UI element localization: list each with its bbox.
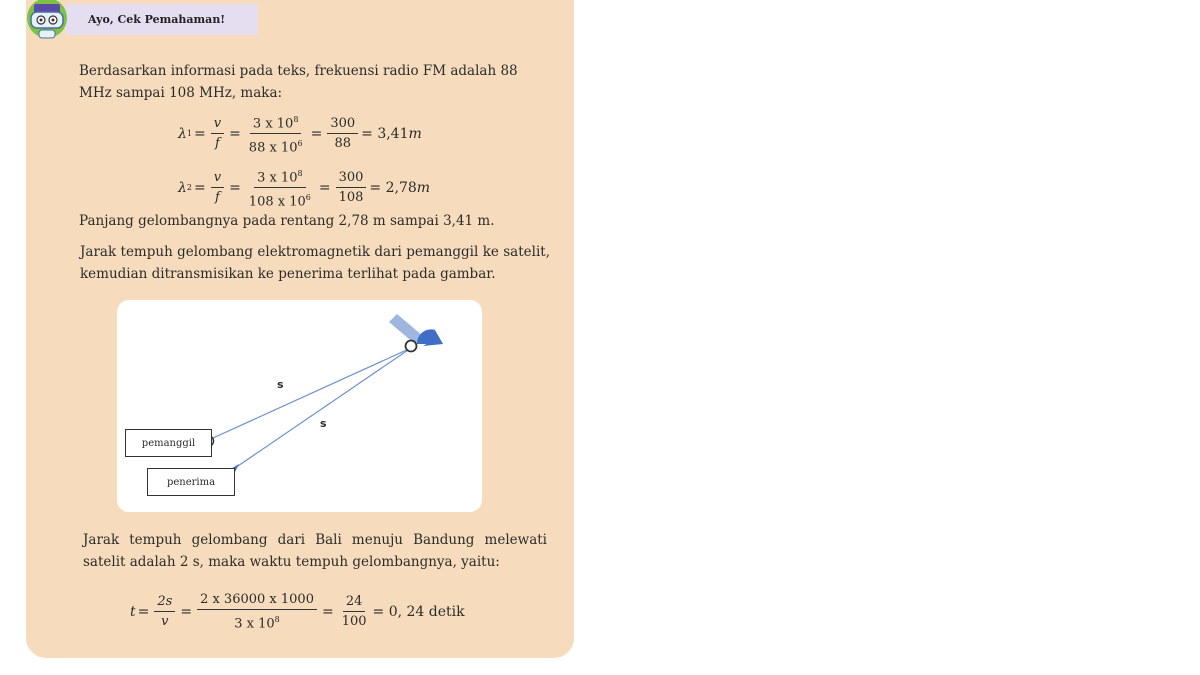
eq1-result: = 3,41 (361, 125, 409, 142)
section-header (66, 4, 258, 35)
receiver-box: penerima (147, 468, 235, 496)
uplink-line (213, 348, 411, 438)
satellite-figure (117, 300, 482, 512)
para2-line2: kemudian ditransmisikan ke penerima terlihat pada gambar. (80, 266, 496, 282)
eq3-frac-c: $\frac{24}{100}$ (341, 594, 367, 630)
eq1-frac-vf: $\frac{v}{f}$ (211, 116, 224, 151)
equation-lambda-2: λ 2 = $\frac{v}{f}$ = $\frac{3 x 10^8}{108 x 10^6}$ = $\frac{300}{108}$ = 2,78 m (178, 166, 430, 210)
eq2-frac-a: $\frac{3 x 10^8}{108 x 10^6}$ (246, 166, 314, 210)
range-paragraph: Panjang gelombangnya pada rentang 2,78 m sampai 3,41 m. (79, 213, 495, 229)
downlink-line (235, 348, 411, 468)
caller-box: pemanggil (125, 429, 212, 457)
eq3-lhs: t (130, 603, 136, 620)
para3-line2: satelit adalah 2 s, maka waktu tempuh gelombangnya, yaitu: (83, 554, 500, 570)
s-label-upper: s (277, 378, 284, 391)
eq2-frac-vf: $\frac{v}{f}$ (211, 170, 224, 205)
eq1-frac-b: $\frac{300}{88}$ (327, 116, 358, 151)
robot-mascot-icon (22, 0, 72, 42)
satellite-icon (389, 314, 443, 346)
equation-lambda-1: λ 1 = $\frac{v}{f}$ = $\frac{3 x 10^8}{88 x 10^6}$ = $\frac{300}{88}$ = 3,41 m (178, 112, 422, 156)
eq3-frac-a: $\frac{2s}{v}$ (154, 594, 175, 629)
eq2-frac-b: $\frac{300}{108}$ (336, 170, 367, 205)
eq1-frac-a: $\frac{3 x 10^8}{88 x 10^6}$ (246, 112, 306, 156)
eq2-lhs: λ (178, 179, 187, 196)
eq3-result: = 0, 24 detik (372, 603, 465, 620)
satellite-node (406, 341, 417, 352)
eq2-result: = 2,78 (369, 179, 417, 196)
s-label-lower: s (320, 417, 327, 430)
equation-time: t = $\frac{2s}{v}$ = $\frac{2 x 36000 x 1000}{3 x 10^8}$ = $\frac{24}{100}$ = 0, 24 detik (130, 592, 465, 632)
eq2-sub: 2 (186, 183, 192, 193)
intro-paragraph: Berdasarkan informasi pada teks, frekuensi radio FM adalah 88 MHz sampai 108 MHz, maka: (79, 63, 518, 101)
eq3-frac-b: $\frac{2 x 36000 x 1000}{3 x 10^8}$ (197, 592, 317, 631)
para2-line1: Jarak tempuh gelombang elektromagnetik dari pemanggil ke satelit, (80, 244, 550, 260)
eq1-lhs: λ (178, 125, 187, 142)
para3-line1: Jarak tempuh gelombang dari Bali menuju Bandung melewati (83, 532, 547, 548)
section-title: Ayo, Cek Pemahaman! (88, 13, 226, 26)
eq1-sub: 1 (186, 129, 192, 139)
